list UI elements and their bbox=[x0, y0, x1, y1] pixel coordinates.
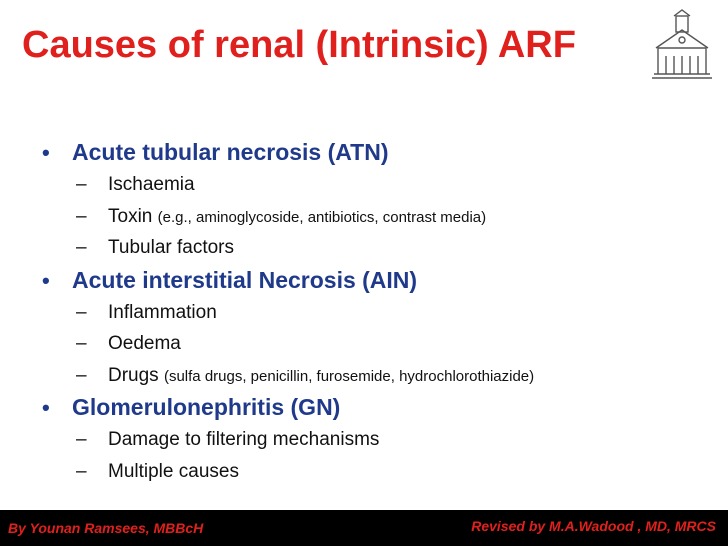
heading-text: Glomerulonephritis (GN) bbox=[72, 394, 341, 420]
section-heading bbox=[40, 136, 720, 169]
slide-title: Causes of renal (Intrinsic) ARF bbox=[22, 24, 576, 66]
dash-icon: – bbox=[76, 174, 87, 195]
heading-text: Acute interstitial Necrosis (AIN) bbox=[72, 266, 418, 293]
dash-icon: – bbox=[76, 429, 87, 450]
item-note: (e.g., aminoglycoside, antibiotics, contrast media) bbox=[157, 208, 487, 226]
item-note: (sulfa drugs, penicillin, furosemide, hydrochlorothiazide) bbox=[163, 367, 535, 385]
list-item bbox=[40, 456, 720, 488]
list-item bbox=[40, 424, 720, 456]
item-text: Multiple causes bbox=[108, 460, 239, 482]
list-item bbox=[40, 297, 720, 329]
list-item bbox=[40, 201, 720, 233]
item-text: Damage to filtering mechanisms bbox=[108, 429, 380, 450]
footer-bar bbox=[0, 510, 728, 546]
section-heading bbox=[40, 264, 720, 297]
item-text: Oedema bbox=[108, 333, 181, 354]
list-item bbox=[40, 232, 720, 264]
list-item bbox=[40, 328, 720, 360]
university-seal-icon bbox=[648, 8, 716, 80]
dash-icon: – bbox=[76, 460, 87, 482]
list-item bbox=[40, 360, 720, 392]
item-text: Inflammation bbox=[108, 301, 217, 323]
item-text: Drugs bbox=[108, 364, 164, 386]
section-heading bbox=[40, 391, 720, 424]
list-item bbox=[40, 169, 720, 201]
dash-icon: – bbox=[76, 301, 87, 323]
dash-icon: – bbox=[76, 364, 87, 386]
bullet-list bbox=[40, 136, 720, 487]
dash-icon: – bbox=[76, 205, 87, 227]
heading-text: Acute tubular necrosis (ATN) bbox=[72, 139, 389, 165]
bullet-icon: • bbox=[42, 395, 50, 420]
item-text: Ischaemia bbox=[108, 174, 195, 195]
bullet-icon: • bbox=[42, 267, 50, 293]
revision-credit: Revised by M.A.Wadood , MD, MRCS bbox=[471, 518, 716, 534]
dash-icon: – bbox=[76, 237, 87, 258]
item-text: Toxin bbox=[108, 205, 158, 227]
author-credit: By Younan Ramsees, MBBcH bbox=[8, 520, 204, 536]
bullet-icon: • bbox=[42, 140, 50, 165]
dash-icon: – bbox=[76, 333, 87, 354]
item-text: Tubular factors bbox=[108, 237, 235, 258]
